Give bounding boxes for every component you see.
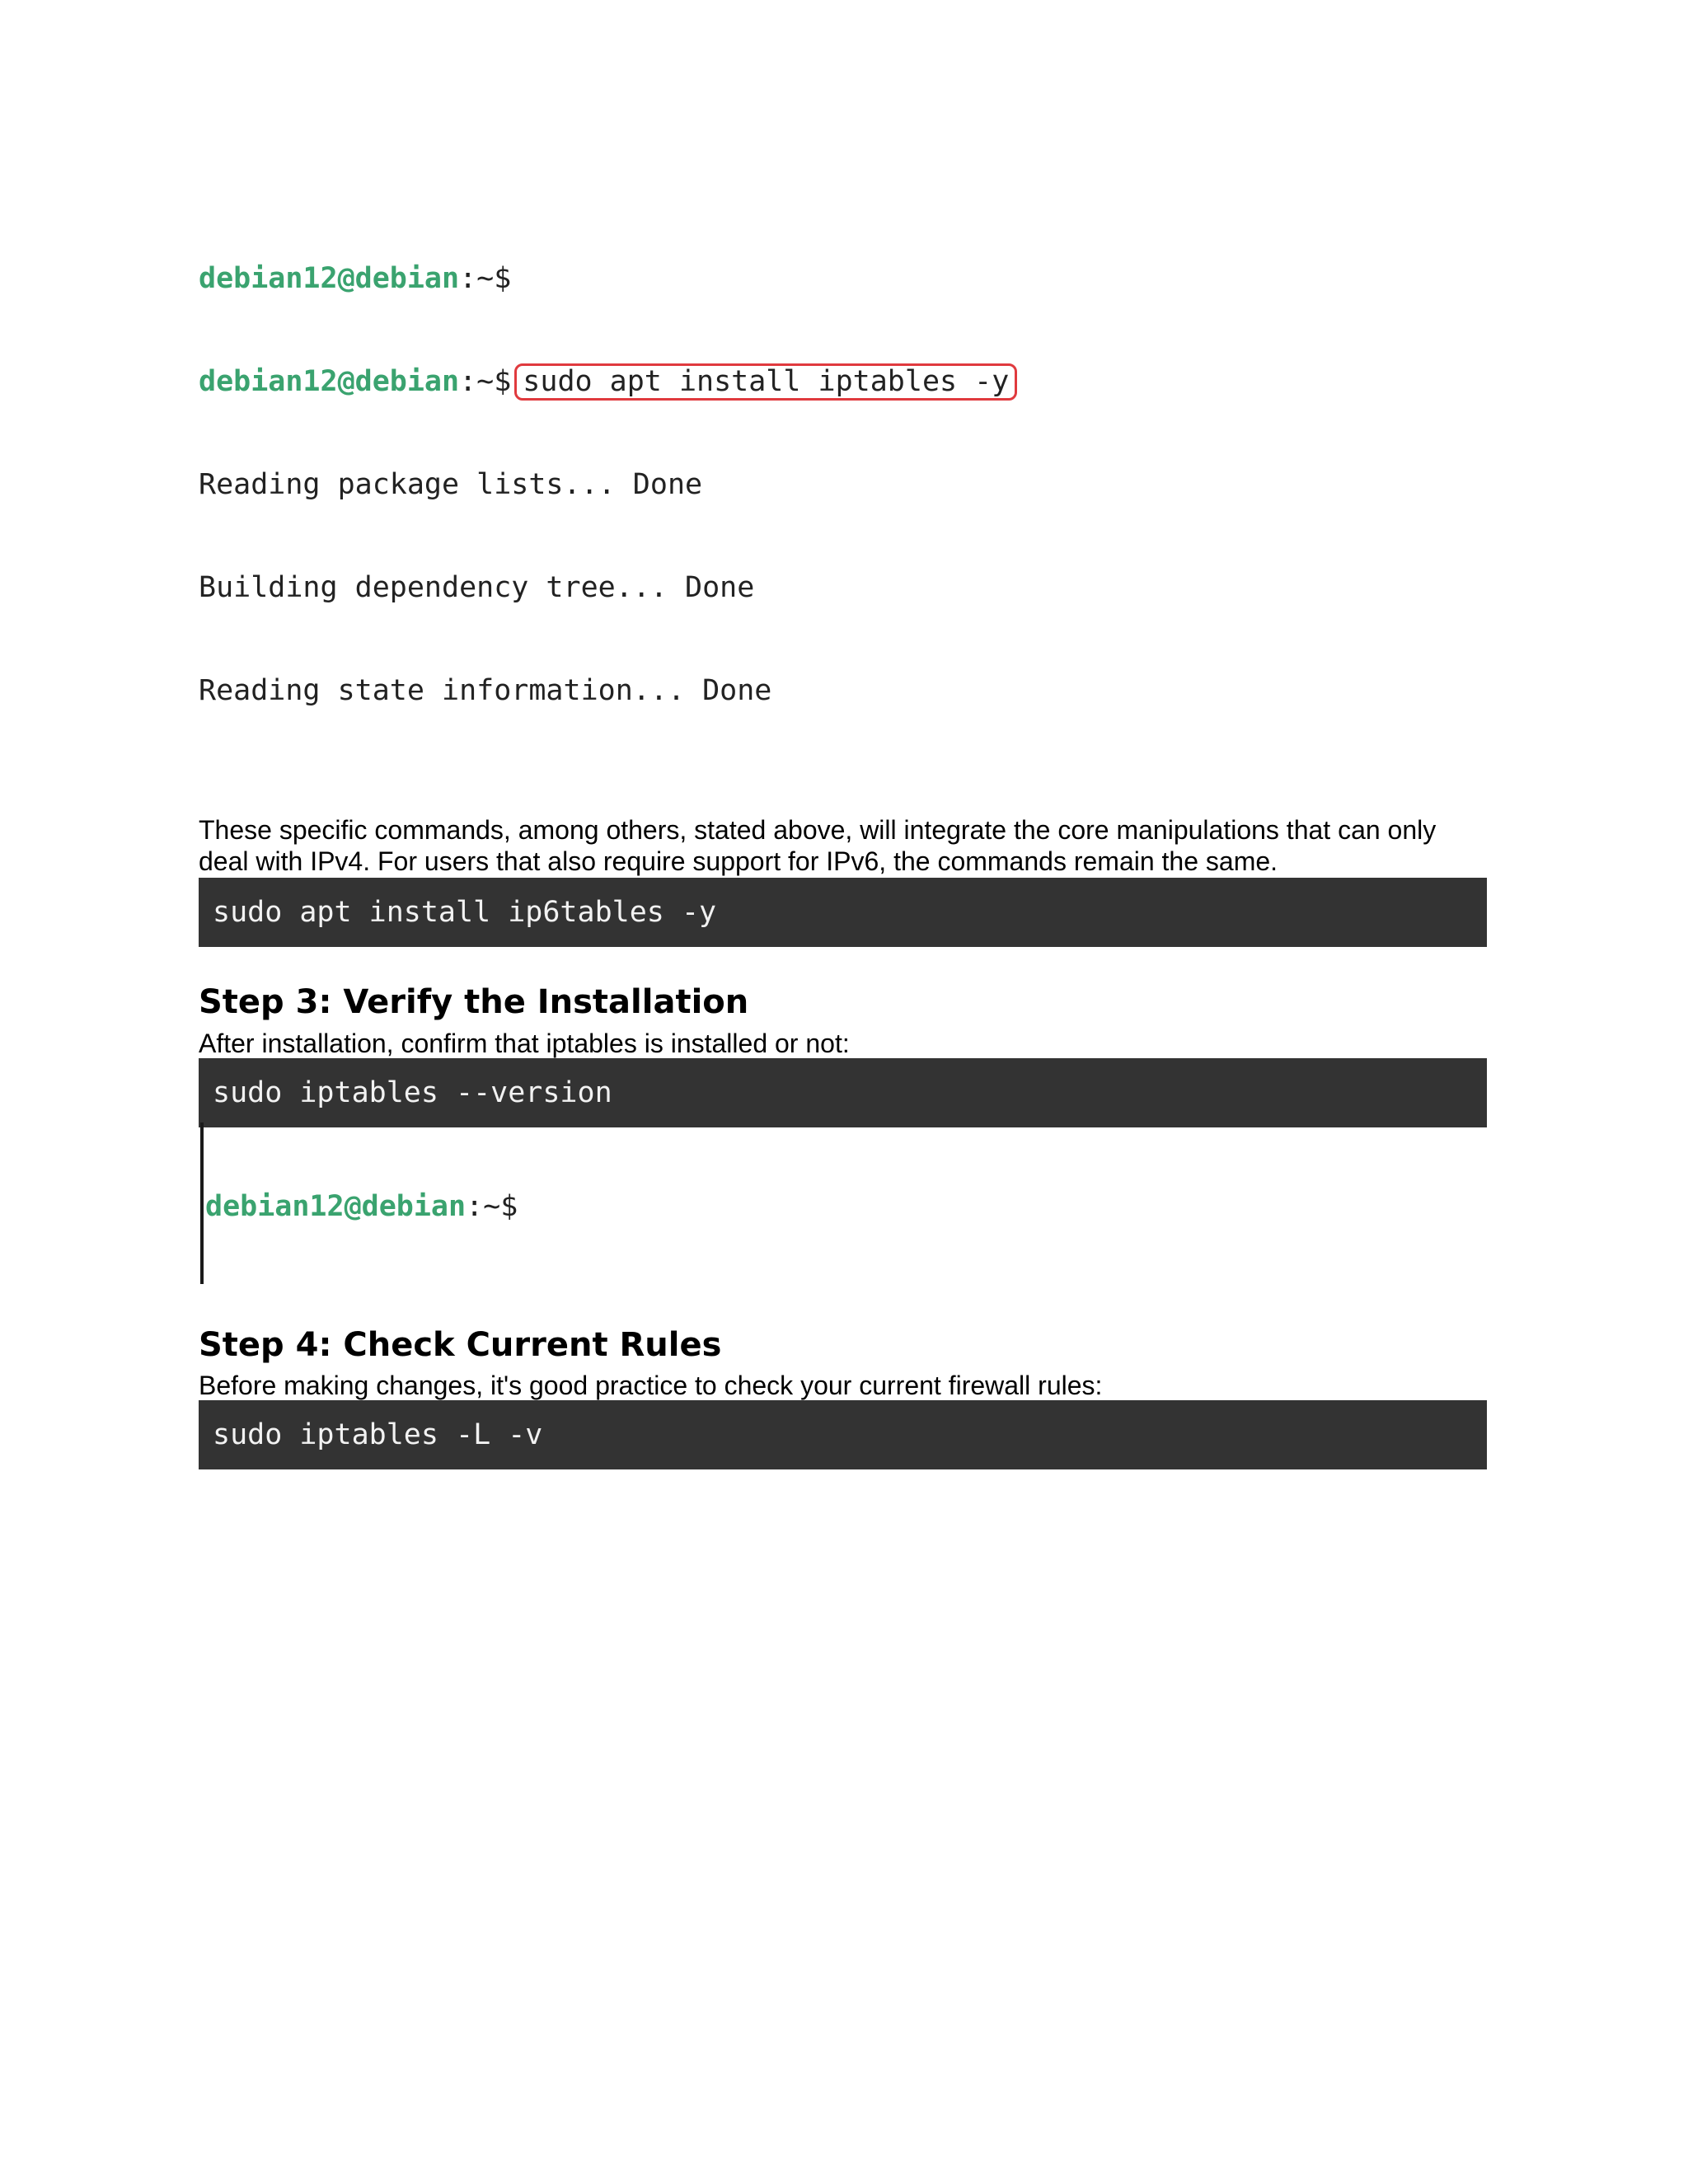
terminal-screenshot-install <box>199 194 1484 775</box>
terminal-output-line: Reading package lists... Done <box>199 468 703 501</box>
prompt-symbol: :~$ <box>459 262 512 295</box>
highlighted-command: sudo apt install iptables -y <box>514 363 1017 401</box>
terminal-output-line: Reading state information... Done <box>199 674 772 707</box>
code-block-iptables-version: sudo iptables --version <box>199 1058 1487 1127</box>
step3-heading: Step 3: Verify the Installation <box>199 983 749 1021</box>
prompt-symbol: :~$ <box>466 1190 518 1223</box>
prompt-user: debian12@debian <box>199 262 460 295</box>
step4-heading: Step 4: Check Current Rules <box>199 1326 722 1364</box>
prompt-symbol: :~$ <box>459 365 512 398</box>
prompt-user: debian12@debian <box>199 365 460 398</box>
terminal-output-line: Building dependency tree... Done <box>199 571 755 604</box>
code-block-ip6tables: sudo apt install ip6tables -y <box>199 878 1487 947</box>
terminal-line <box>199 363 1484 401</box>
terminal-screenshot-version <box>200 1122 947 1284</box>
ipv6-paragraph: These specific commands, among others, stated above, will integrate the core manipulations that can only deal with IPv4. For users that also require support for IPv6, the commands remain the same. <box>199 815 1437 876</box>
terminal-line <box>205 1188 947 1226</box>
step3-text: After installation, confirm that iptables is installed or not: <box>199 1029 850 1058</box>
code-block-iptables-list: sudo iptables -L -v <box>199 1400 1487 1469</box>
step4-text: Before making changes, it's good practice to check your current firewall rules: <box>199 1371 1103 1400</box>
terminal-line <box>199 260 1484 298</box>
prompt-user: debian12@debian <box>205 1190 467 1223</box>
